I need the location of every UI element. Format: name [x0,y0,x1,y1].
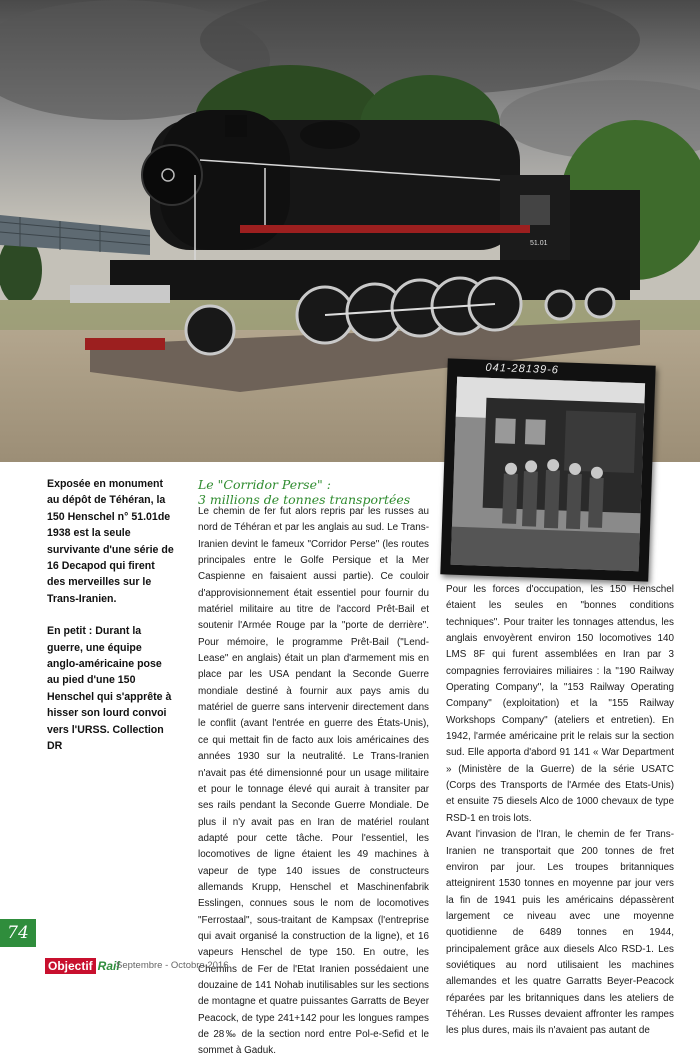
logo-part-2: Rail [97,959,120,973]
inset-photo-image [451,377,645,571]
heading-line-1: Le "Corridor Perse" : [198,477,331,492]
inset-photo-number: 041-28139-6 [485,361,560,377]
caption-main: Exposée en monument au dépôt de Téhéran, la 150 Henschel n° 51.01de 1938 est la seule survivante d'une série de 16 Decapod qui firent des merveilles sur le Trans-Iranien. [47,478,174,605]
photo-caption [47,476,175,771]
article-paragraph: Le chemin de fer fut alors repris par les russes au nord de Téhéran et par les anglais au sud. Le Trans-Iranien devint le fameux "Corridor Perse" (les routes principales entre le Golfe Persique et la Mer Caspienne en faisaient aussi partie). Ce couloir d'approvisionnement était essentiel pour fournir du matériel militaire au titre de l'accord Prêt-Bail et soutenir l'Armée Rouge par la "porte de derrière". Pour mémoire, le programme Prêt-Bail ("Lend-Lease" en anglais) était un plan d'armement mis en place par les USA pendant la Seconde Guerre mondiale destiné à fournir aux pays amis du matériel de guerre sans intervenir directement dans le conflit (avant l'entrée en guerre des États-Unis), ce qui mettait fin de facto aux lois américaines des années 1930 sur la neutralité. Le Trans-Iranien n'avait pas été dimensionné pour un usage militaire et pour le tonnage élevé qui aurait à transiter par ses rails pendant la Seconde Guerre Mondiale. De plus il n'y avait pas en Iran de matériel roulant adapté pour cette tâche. Pour l'essentiel, les locomotives de ligne étaient les 49 machines à vapeur de type 140 issues de constructeurs allemands Krupp, Henschel et Maschinenfabrik Esslingen, connues sous le nom de locomotives "Ferrostaal", sous-traitant de Kampsax (l'entreprise qui avait organisé la construction de la ligne), et 16 vapeurs Henschel de type 150. En outre, les Chemins de Fer de l'Etat Iranien possédaient une douzaine de 141 Nohab inutilisables sur les sections de montagne et quatre puissantes Garratts de Beyer Peacock, de type 241+142 pour les longues rampes de 28‰ de la section nord entre Pol-e-Sefid et le sommet à Gaduk. [198,506,429,1057]
number-plate: 51.01 [530,240,548,247]
section-heading [198,477,438,507]
inset-locomotive-illustration [451,377,645,571]
article-column-1 [198,504,429,1060]
article-column-2 [446,582,674,1040]
article-paragraph: Avant l'invasion de l'Iran, le chemin de fer Trans-Iranien ne transportait que 200 tonnes de fret environ par jour. Les troupes britanniques atteignirent 1530 tonnes en moyenne par jour vers la fin de 1941 puis les américains dépassèrent largement ce niveau avec une moyenne quotidienne de 6489 tonnes en 1944, principalement grâce aux diesels Alco RSD-1. Les soviétiques au nord utilisaient les machines allemandes et les quatre Garratts Beyer-Peacock réparées par les britanniques dans les ateliers de Téhéran. Les Russes devaient affronter les rampes les plus dures, mais ils n'avaient pas autant de [446,829,674,1037]
heading-line-2: 3 millions de tonnes transportées [198,492,411,507]
inset-photo [440,358,655,581]
issue-date: Septembre - Octobre 2016 [116,960,229,971]
logo-part-1: Objectif [45,958,96,974]
caption-inset: En petit : Durant la guerre, une équipe anglo-américaine pose au pied d'une 150 Henschel qui s'apprête à hisser son lourd convoi vers l'URSS. Collection DR [47,625,172,753]
article-paragraph: Pour les forces d'occupation, les 150 Henschel étaient les seules en "bonnes conditions techniques". Pour traiter les tonnages attendus, les anglais envoyèrent environ 150 locomotives 140 LMS 8F qui furent assemblées en Iran par 3 compagnies ferroviaires miliaires : la "190 Railway Operating Company", la "153 Railway Operating Company" (exploitation) et la "155 Railway Workshops Company" (ateliers et entretien). En 1942, l'armée américaine prit le relais sur la section sud. Elle apporta d'abord 91 141 « War Department » (Ministère de la Guerre) de la série USATC (Corps des Transports de l'Armée des Etats-Unis) et ensuite 75 diesels Alco de 1000 chevaux de type RSD-1 en trois lots. [446,584,674,824]
page-number: 74 [0,919,36,947]
magazine-logo [45,957,120,975]
